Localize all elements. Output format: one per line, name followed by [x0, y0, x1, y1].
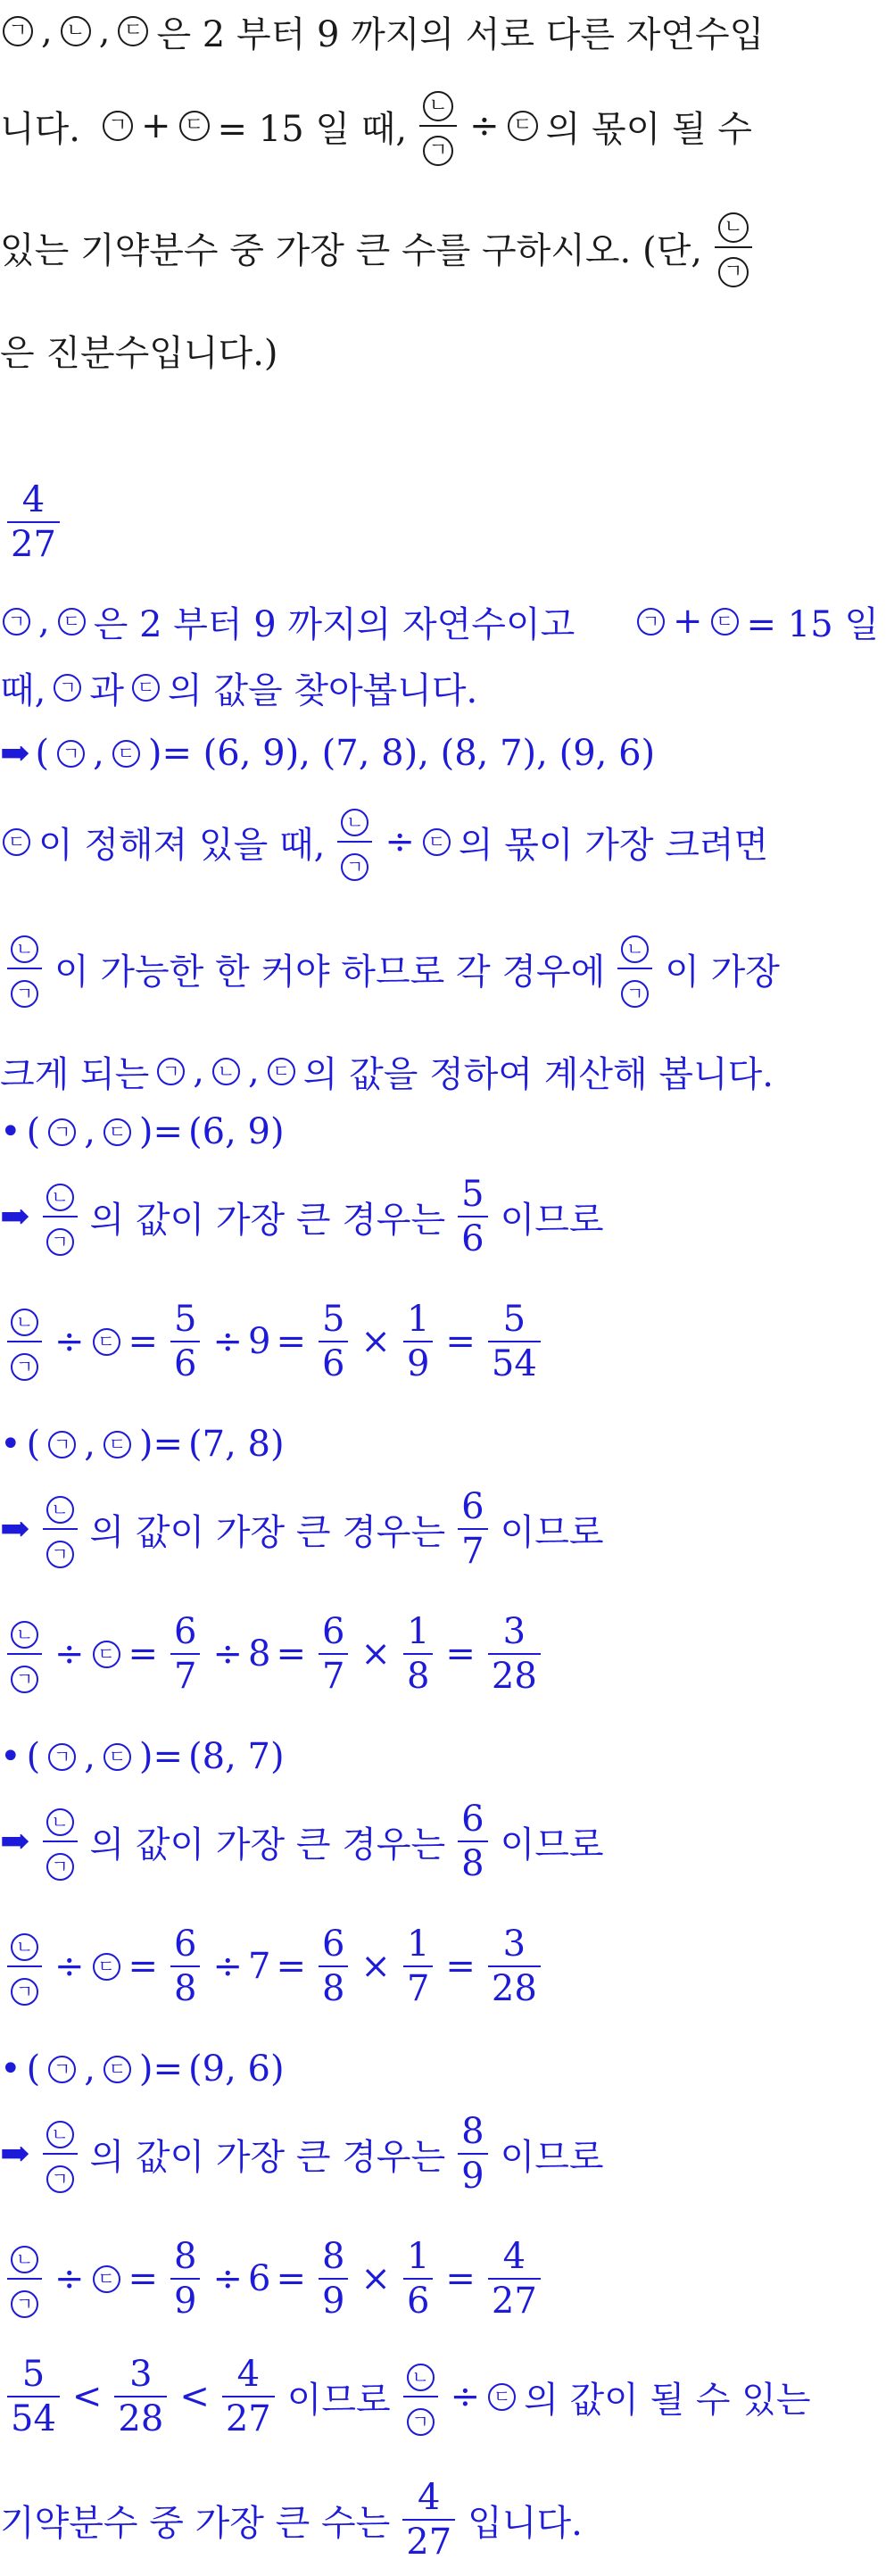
circled-giyeok-mark: ㄱ — [341, 853, 368, 881]
numerator: 8 — [174, 2236, 197, 2277]
numerator: 6 — [321, 1924, 345, 1965]
circled-giyeok-mark: ㄱ — [46, 1541, 74, 1568]
solution-text: 입니다. — [468, 2502, 583, 2544]
divide-sign: ÷ — [212, 1633, 243, 1674]
denominator: 28 — [491, 1656, 537, 1697]
circled-nieun-mark: ㄴ — [46, 1184, 74, 1211]
circled-giyeok-mark: ㄱ — [11, 1666, 38, 1693]
divide-sign: ÷ — [54, 1633, 85, 1674]
case-best-fraction — [170, 1611, 200, 1697]
circled-nieun-mark: ㄴ — [61, 16, 91, 46]
solution-text: 은 2 부터 9 까지의 자연수이고 — [93, 603, 575, 645]
solution-text: 이므로 — [500, 1824, 604, 1866]
denominator: 6 — [174, 1343, 197, 1384]
numerator: 4 — [236, 2354, 261, 2395]
circled-giyeok-mark: ㄱ — [3, 16, 33, 46]
circled-digeut-mark: ㄷ — [132, 674, 160, 702]
circled-nieun-mark: ㄴ — [407, 2364, 435, 2391]
solution-text: = 15 일 — [746, 603, 879, 645]
equals-sign: = — [276, 1633, 306, 1674]
numerator: 8 — [321, 2236, 345, 2277]
numerator: 6 — [174, 1924, 197, 1965]
fraction-nieun-over-giyeok — [7, 2239, 42, 2319]
circled-digeut-mark: ㄷ — [93, 1953, 120, 1981]
circled-digeut-mark: ㄷ — [3, 828, 30, 856]
comparison-line — [0, 2347, 879, 2446]
case-largest-line — [0, 1480, 879, 1578]
circled-giyeok-mark: ㄱ — [718, 257, 749, 287]
case-best-fraction — [170, 1301, 200, 1382]
reciprocal-fraction — [403, 1926, 433, 2007]
circled-nieun-mark: ㄴ — [46, 1496, 74, 1524]
fraction-nieun-over-giyeok — [7, 928, 42, 1009]
numerator: 1 — [406, 1611, 430, 1652]
question-line-1 — [0, 4, 879, 58]
solution-text: , — [84, 1111, 95, 1152]
divide-sign: ÷ — [212, 2258, 243, 2299]
equals-sign: = — [445, 2258, 476, 2299]
numerator: 5 — [321, 1299, 345, 1340]
circled-digeut-mark: ㄷ — [104, 2056, 131, 2083]
question-text: 의 몫이 될 수 — [545, 108, 752, 150]
case-largest-line — [0, 2105, 879, 2203]
denominator: 54 — [491, 1343, 537, 1384]
solution-text: 과 — [89, 669, 124, 711]
solution-text: 의 값을 찾아봅니다. — [168, 669, 478, 711]
case-calc-line — [0, 2230, 879, 2328]
arrow-icon: ➡ — [0, 2133, 30, 2174]
equals-sign: = — [128, 1946, 159, 1987]
solution-text: 이 가장 — [665, 951, 780, 993]
arrow-icon: ➡ — [0, 1196, 30, 1237]
less-than-sign: < — [71, 2376, 103, 2417]
solution-text: 크게 되는 — [0, 1053, 150, 1095]
solution-line-2 — [0, 661, 879, 714]
divide-sign: ÷ — [385, 821, 415, 862]
divide-sign: ÷ — [450, 2376, 481, 2417]
plus-sign: + — [141, 105, 171, 146]
circled-digeut-mark: ㄷ — [423, 828, 451, 856]
numerator: 5 — [21, 2354, 46, 2395]
final-fraction — [402, 2477, 455, 2563]
case-largest-line — [0, 1168, 879, 1266]
equals-sign: = — [276, 2258, 306, 2299]
divide-sign: ÷ — [54, 1321, 85, 1362]
fraction-nieun-over-giyeok — [617, 928, 652, 1009]
case-header — [0, 1105, 879, 1159]
circled-giyeok-mark: ㄱ — [48, 1743, 76, 1771]
denominator: 7 — [406, 1968, 430, 2009]
equals-sign: = — [445, 1321, 476, 1362]
circled-digeut-mark: ㄷ — [268, 1058, 295, 1085]
question-text: 은 2 부터 9 까지의 서로 다른 자연수입 — [156, 13, 765, 55]
denominator: 27 — [491, 2281, 537, 2322]
fraction-nieun-over-giyeok — [419, 86, 457, 166]
answer-numerator: 4 — [21, 479, 46, 520]
numerator: 6 — [321, 1611, 345, 1652]
divide-sign: ÷ — [54, 2258, 85, 2299]
circled-digeut-mark: ㄷ — [179, 111, 210, 141]
circled-giyeok-mark: ㄱ — [3, 608, 30, 636]
circled-digeut-mark: ㄷ — [104, 1118, 131, 1146]
circled-giyeok-mark: ㄱ — [46, 2165, 74, 2193]
solution-text: 의 값이 될 수 있는 — [524, 2379, 811, 2421]
circled-digeut-mark: ㄷ — [508, 111, 538, 141]
circled-digeut-mark: ㄷ — [488, 2383, 516, 2411]
bullet-icon: • — [0, 2048, 21, 2090]
solution-text: 이 가능한 한 커야 하므로 각 경우에 — [54, 951, 606, 993]
circled-digeut-mark: ㄷ — [58, 608, 86, 636]
solution-text: ( — [35, 733, 50, 774]
equals-sign: = — [128, 1321, 159, 1362]
solution-text: ( — [26, 1424, 41, 1465]
numerator: 5 — [174, 1299, 197, 1340]
circled-nieun-mark: ㄴ — [423, 91, 453, 121]
circled-nieun-mark: ㄴ — [11, 1309, 38, 1336]
case-best-fraction — [458, 1176, 487, 1257]
circled-nieun-mark: ㄴ — [11, 935, 38, 963]
question-text: 있는 기약분수 중 가장 큰 수를 구하시오. (단, — [0, 229, 702, 271]
denominator: 6 — [406, 2281, 430, 2322]
solution-text: )= — [138, 1424, 184, 1465]
solution-text: ( — [26, 2048, 41, 2090]
circled-giyeok-mark: ㄱ — [48, 1431, 76, 1458]
case-best-fraction — [319, 2236, 348, 2322]
denominator: 8 — [174, 1968, 197, 2009]
solution-text: , — [84, 1424, 95, 1465]
circled-giyeok-mark: ㄱ — [46, 1853, 74, 1881]
denominator: 6 — [461, 1218, 484, 1259]
solution-text: , — [38, 601, 50, 642]
fraction-nieun-over-giyeok — [43, 1489, 78, 1569]
circled-nieun-mark: ㄴ — [11, 2246, 38, 2273]
solution-line-1 — [0, 594, 879, 648]
fraction-nieun-over-giyeok — [7, 1926, 42, 2007]
numerator: 4 — [417, 2477, 441, 2518]
numerator: 6 — [174, 1611, 197, 1652]
circled-nieun-mark: ㄴ — [718, 212, 749, 243]
denominator: 6 — [321, 1343, 345, 1384]
solution-text: 이므로 — [500, 1511, 604, 1553]
case-divisor: 9 — [248, 1321, 271, 1362]
circled-nieun-mark: ㄴ — [212, 1058, 240, 1085]
circled-giyeok-mark: ㄱ — [637, 608, 665, 636]
divide-sign: ÷ — [212, 1946, 243, 1987]
fraction-nieun-over-giyeok — [7, 1301, 42, 1382]
solution-text: 이므로 — [286, 2379, 391, 2421]
answer-fraction — [7, 479, 60, 565]
solution-text: , — [84, 2048, 95, 2090]
answer-denominator: 27 — [11, 524, 56, 565]
circled-giyeok-mark: ㄱ — [103, 111, 133, 141]
denominator: 8 — [461, 1843, 484, 1884]
divide-sign: ÷ — [469, 105, 500, 146]
numerator: 3 — [502, 1611, 526, 1652]
equals-sign: = — [445, 1633, 476, 1674]
bullet-icon: • — [0, 1424, 21, 1465]
fraction-nieun-over-giyeok — [43, 2114, 78, 2194]
divide-sign: ÷ — [212, 1321, 243, 1362]
circled-nieun-mark: ㄴ — [11, 1933, 38, 1961]
final-line — [0, 2471, 879, 2569]
numerator: 6 — [461, 1799, 484, 1840]
fraction-nieun-over-giyeok — [403, 2356, 438, 2437]
solution-text: )= — [138, 1111, 184, 1152]
case-pair: (8, 7) — [188, 1736, 285, 1777]
circled-giyeok-mark: ㄱ — [54, 674, 81, 702]
times-sign: × — [360, 1633, 391, 1674]
case-pair: (7, 8) — [188, 1424, 285, 1465]
fraction-5-54 — [7, 2356, 60, 2437]
question-text: 은 진분수입니다.) — [0, 332, 278, 374]
case-result-fraction — [488, 1301, 541, 1382]
case-best-fraction — [319, 1301, 348, 1382]
times-sign: × — [360, 1946, 391, 1987]
denominator: 27 — [406, 2522, 452, 2563]
circled-digeut-mark: ㄷ — [118, 16, 148, 46]
solution-text: 의 값이 가장 큰 경우는 — [89, 1511, 446, 1553]
circled-giyeok-mark: ㄱ — [11, 1978, 38, 2006]
case-pair: (6, 9) — [188, 1111, 285, 1152]
times-sign: × — [360, 2258, 391, 2299]
question-line-3 — [0, 198, 879, 296]
circled-nieun-mark: ㄴ — [621, 935, 649, 963]
circled-digeut-mark: ㄷ — [104, 1743, 131, 1771]
numerator: 5 — [502, 1299, 526, 1340]
solution-text: 의 값이 가장 큰 경우는 — [89, 1824, 446, 1866]
times-sign: × — [360, 1321, 391, 1362]
denominator: 7 — [321, 1656, 345, 1697]
circled-digeut-mark: ㄷ — [93, 2265, 120, 2293]
circled-giyeok-mark: ㄱ — [48, 2056, 76, 2083]
case-header — [0, 1417, 879, 1471]
reciprocal-fraction — [403, 1301, 433, 1382]
denominator: 9 — [174, 2281, 197, 2322]
numerator: 4 — [502, 2236, 526, 2277]
case-header — [0, 1730, 879, 1783]
case-pair: (9, 6) — [188, 2048, 285, 2090]
solution-text: 때, — [0, 669, 46, 711]
circled-nieun-mark: ㄴ — [46, 2121, 74, 2148]
case-result-fraction — [488, 1926, 541, 2007]
less-than-sign: < — [179, 2376, 210, 2417]
equals-sign: = — [276, 1946, 306, 1987]
solution-text: )= (6, 9), (7, 8), (8, 7), (9, 6) — [147, 733, 656, 774]
fraction-nieun-over-giyeok — [337, 802, 372, 882]
circled-digeut-mark: ㄷ — [112, 740, 140, 768]
circled-nieun-mark: ㄴ — [46, 1808, 74, 1836]
arrow-icon: ➡ — [0, 733, 30, 774]
circled-giyeok-mark: ㄱ — [157, 1058, 185, 1085]
denominator: 28 — [118, 2398, 164, 2439]
circled-giyeok-mark: ㄱ — [11, 980, 38, 1008]
solution-text: )= — [138, 2048, 184, 2090]
numerator: 3 — [502, 1924, 526, 1965]
fraction-nieun-over-giyeok — [715, 207, 752, 287]
arrow-icon: ➡ — [0, 1508, 30, 1550]
circled-giyeok-mark: ㄱ — [407, 2408, 435, 2436]
equals-sign: = — [276, 1321, 306, 1362]
bullet-icon: • — [0, 1736, 21, 1777]
numerator: 8 — [461, 2111, 484, 2152]
solution-text: 의 값을 정하여 계산해 봅니다. — [302, 1053, 774, 1095]
denominator: 9 — [321, 2281, 345, 2322]
solution-text: , — [84, 1736, 95, 1777]
case-best-fraction — [458, 2111, 487, 2197]
solution-line-6 — [0, 1044, 879, 1098]
case-best-fraction — [170, 1926, 200, 2007]
divide-sign: ÷ — [54, 1946, 85, 1987]
solution-text: 의 몫이 가장 크려면 — [458, 824, 769, 866]
solution-text: , — [248, 1051, 260, 1092]
circled-digeut-mark: ㄷ — [93, 1328, 120, 1356]
numerator: 5 — [461, 1174, 484, 1215]
circled-digeut-mark: ㄷ — [93, 1641, 120, 1668]
denominator: 27 — [225, 2398, 271, 2439]
fraction-3-28 — [114, 2356, 167, 2437]
plus-sign: + — [673, 601, 703, 642]
case-divisor: 6 — [248, 2258, 271, 2299]
circled-giyeok-mark: ㄱ — [57, 740, 85, 768]
answer-block — [0, 473, 879, 571]
denominator: 28 — [491, 1968, 537, 2009]
equals-sign: = — [128, 2258, 159, 2299]
case-best-fraction — [170, 2236, 200, 2322]
arrow-icon: ➡ — [0, 1821, 30, 1862]
numerator: 3 — [129, 2354, 153, 2395]
reciprocal-fraction — [403, 1611, 433, 1697]
denominator: 9 — [406, 1343, 430, 1384]
case-result-fraction — [488, 2236, 541, 2322]
numerator: 1 — [406, 1299, 430, 1340]
denominator: 9 — [461, 2156, 484, 2197]
case-calc-line — [0, 1292, 879, 1391]
denominator: 8 — [406, 1656, 430, 1697]
solution-text: 이 정해져 있을 때, — [38, 824, 326, 866]
circled-giyeok-mark: ㄱ — [46, 1228, 74, 1256]
case-best-fraction — [458, 1801, 487, 1882]
circled-nieun-mark: ㄴ — [11, 1621, 38, 1649]
case-divisor: 7 — [248, 1946, 271, 1987]
equals-sign: = — [445, 1946, 476, 1987]
solution-text: ( — [26, 1736, 41, 1777]
fraction-nieun-over-giyeok — [7, 1614, 42, 1694]
numerator: 6 — [461, 1486, 484, 1527]
circled-giyeok-mark: ㄱ — [11, 2290, 38, 2318]
bullet-icon: • — [0, 1111, 21, 1152]
fraction-nieun-over-giyeok — [43, 1801, 78, 1882]
case-best-fraction — [319, 1926, 348, 2007]
solution-text: 이므로 — [500, 1199, 604, 1241]
solution-text: 의 값이 가장 큰 경우는 — [89, 1199, 446, 1241]
circled-giyeok-mark: ㄱ — [48, 1118, 76, 1146]
solution-text: )= — [138, 1736, 184, 1777]
solution-text: , — [93, 733, 104, 774]
case-calc-line — [0, 1917, 879, 2015]
circled-digeut-mark: ㄷ — [711, 608, 739, 636]
circled-giyeok-mark: ㄱ — [621, 980, 649, 1008]
denominator: 8 — [321, 1968, 345, 2009]
question-line-2 — [0, 77, 879, 175]
denominator: 54 — [11, 2398, 56, 2439]
case-divisor: 8 — [248, 1633, 271, 1674]
denominator: 7 — [461, 1531, 484, 1572]
numerator: 1 — [406, 2236, 430, 2277]
solution-text: , — [193, 1051, 204, 1092]
case-best-fraction — [319, 1611, 348, 1697]
circled-nieun-mark: ㄴ — [341, 809, 368, 836]
question-line-4 — [0, 323, 879, 377]
fraction-4-27 — [222, 2356, 275, 2437]
solution-text: 의 값이 가장 큰 경우는 — [89, 2136, 446, 2178]
fraction-nieun-over-giyeok — [43, 1176, 78, 1257]
question-text: , — [98, 11, 111, 52]
solution-line-3 — [0, 727, 879, 780]
case-result-fraction — [488, 1611, 541, 1697]
solution-line-5 — [0, 919, 879, 1018]
case-best-fraction — [458, 1486, 487, 1572]
solution-text: 이므로 — [500, 2136, 604, 2178]
denominator: 7 — [174, 1656, 197, 1697]
solution-text: 기약분수 중 가장 큰 수는 — [0, 2502, 391, 2544]
reciprocal-fraction — [403, 2236, 433, 2322]
solution-text: ( — [26, 1111, 41, 1152]
case-calc-line — [0, 1605, 879, 1703]
circled-giyeok-mark: ㄱ — [423, 136, 453, 166]
solution-line-4 — [0, 793, 879, 891]
case-header — [0, 2042, 879, 2096]
question-text: = 15 일 때, — [217, 108, 408, 150]
case-largest-line — [0, 1792, 879, 1890]
circled-digeut-mark: ㄷ — [104, 1431, 131, 1458]
question-text: , — [41, 11, 53, 52]
equals-sign: = — [128, 1633, 159, 1674]
question-text: 니다. — [0, 108, 80, 150]
numerator: 1 — [406, 1924, 430, 1965]
circled-giyeok-mark: ㄱ — [11, 1353, 38, 1381]
